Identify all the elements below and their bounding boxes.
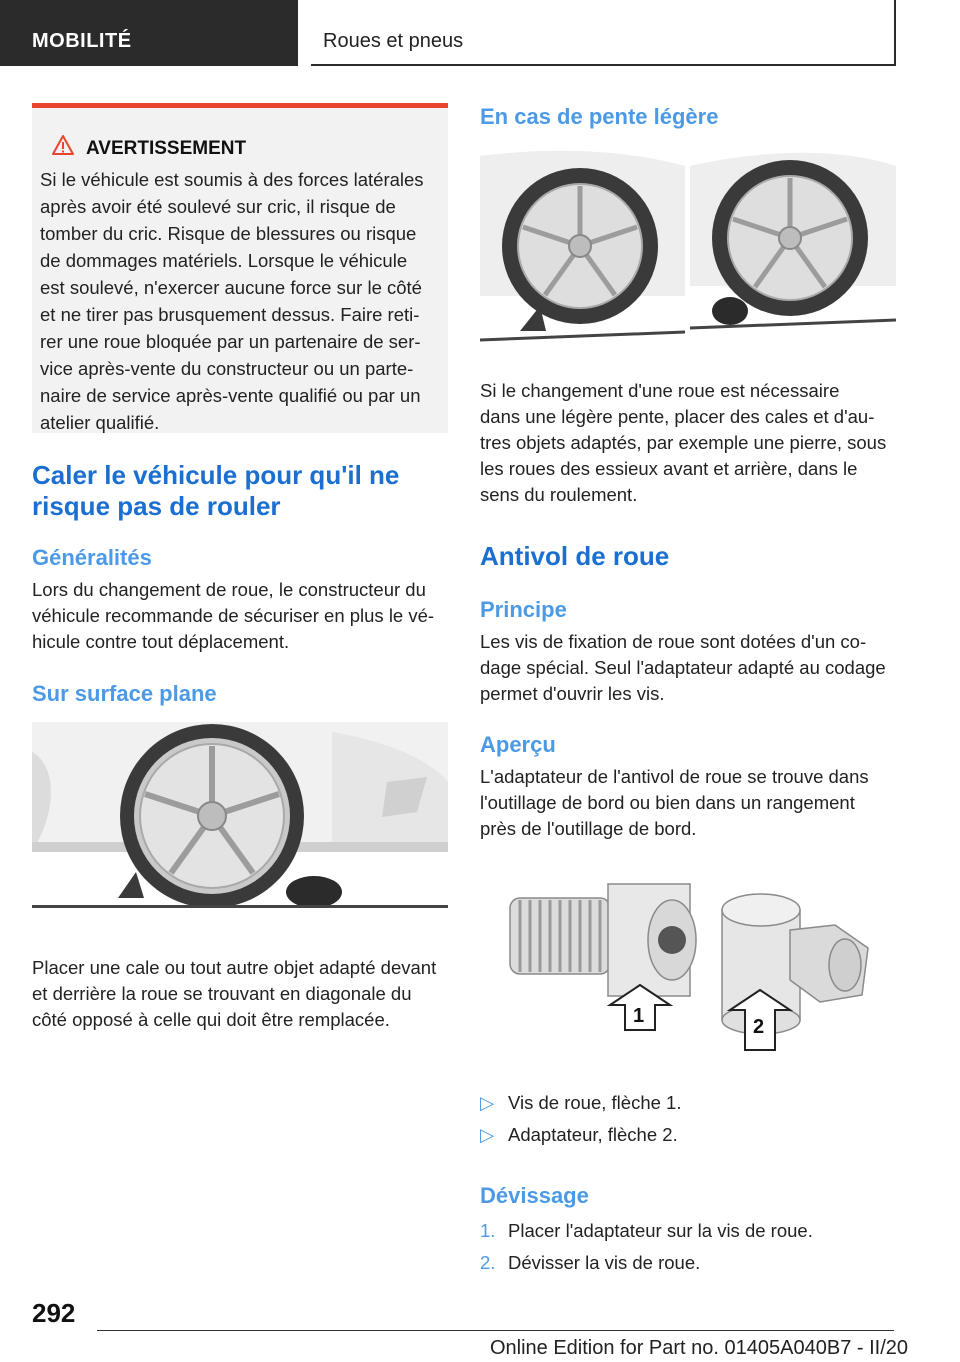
callout-1: 1: [633, 1005, 645, 1027]
text-line: Placer une cale ou tout autre objet adapté devant: [32, 957, 437, 978]
text-line: dage spécial. Seul l'adaptateur adapté au codage: [480, 657, 886, 678]
bullet-list: [480, 1092, 900, 1156]
list-item: [480, 1124, 900, 1156]
section-tab: [0, 0, 298, 66]
heading-line: risque pas de rouler: [32, 491, 281, 521]
step-number: 2.: [480, 1252, 496, 1273]
list-item: [480, 1092, 900, 1124]
list-item-text: Adaptateur, flèche 2.: [508, 1124, 678, 1145]
subheading-slope: En cas de pente légère: [480, 104, 719, 129]
section-heading-antivol: Antivol de roue: [480, 541, 670, 571]
triangle-bullet-icon: ▷: [480, 1124, 495, 1145]
step-text: Dévisser la vis de roue.: [508, 1252, 701, 1273]
text-line: dans une légère pente, placer des cales et d'au-: [480, 406, 875, 427]
warning-line: après avoir été soulevé sur cric, il risque de: [40, 196, 396, 217]
subheading-generalites: Généralités: [32, 545, 152, 570]
triangle-bullet-icon: ▷: [480, 1092, 495, 1113]
text-line: hicule contre tout déplacement.: [32, 631, 290, 652]
text-line: véhicule recommande de sécuriser en plus le vé-: [32, 605, 435, 626]
text-line: Les vis de fixation de roue sont dotées d'un co-: [480, 631, 867, 652]
warning-line: de dommages matériels. Lorsque le véhicule: [40, 250, 408, 271]
apercu-text: [480, 764, 900, 842]
warning-box: [32, 103, 448, 433]
warning-line: naire de service après-vente qualifié ou par un: [40, 385, 421, 406]
text-line: près de l'outillage de bord.: [480, 818, 697, 839]
text-line: l'outillage de bord ou bien dans un rangement: [480, 792, 855, 813]
subheading-flat-surface: Sur surface plane: [32, 681, 217, 706]
warning-line: et ne tirer pas brusquement dessus. Faire reti-: [40, 304, 420, 325]
section-title: MOBILITÉ: [32, 30, 132, 52]
subheading-principe: Principe: [480, 597, 567, 622]
text-line: côté opposé à celle qui doit être remplacée.: [32, 1009, 390, 1030]
footer-edition: Online Edition for Part no. 01405A040B7 - II/20: [489, 1337, 908, 1359]
warning-line: est soulevé, n'exercer aucune force sur le côté: [40, 277, 422, 298]
text-line: sens du roulement.: [480, 484, 638, 505]
text-line: et derrière la roue se trouvant en diagonale du: [32, 983, 412, 1004]
warning-line: Si le véhicule est soumis à des forces latérales: [40, 169, 424, 190]
text-line: tres objets adaptés, par exemple une pierre, sous: [480, 432, 887, 453]
lock-bolt-illustration: [490, 870, 890, 1060]
text-line: L'adaptateur de l'antivol de roue se trouve dans: [480, 766, 869, 787]
slope-wheels-illustration: [480, 146, 896, 344]
warning-triangle-icon: [52, 135, 74, 155]
bolt-and-adaptor-drawing: [490, 870, 890, 1060]
warning-line: rer une roue bloquée par un partenaire de ser-: [40, 331, 421, 352]
section-heading-chock: [32, 460, 448, 522]
warning-title: AVERTISSEMENT: [86, 138, 247, 159]
step-item: [480, 1252, 900, 1284]
steps-list: [480, 1220, 900, 1284]
warning-line: vice après-vente du constructeur ou un parte-: [40, 358, 414, 379]
flat-surface-text: [32, 955, 452, 1033]
slope-text: [480, 378, 900, 508]
list-item-text: Vis de roue, flèche 1.: [508, 1092, 682, 1113]
footer-divider: [97, 1330, 894, 1331]
text-line: permet d'ouvrir les vis.: [480, 683, 665, 704]
callout-2: 2: [753, 1016, 765, 1038]
generalites-text: [32, 577, 448, 655]
subheading-apercu: Aperçu: [480, 732, 556, 757]
text-line: les roues des essieux avant et arrière, dans le: [480, 458, 858, 479]
flat-surface-wheel-illustration: [32, 722, 448, 910]
heading-line: Caler le véhicule pour qu'il ne: [32, 460, 400, 490]
text-line: Si le changement d'une roue est nécessaire: [480, 380, 840, 401]
warning-text: [40, 166, 442, 436]
subheading-devissage: Dévissage: [480, 1183, 589, 1208]
warning-line: tomber du cric. Risque de blessures ou risque: [40, 223, 417, 244]
chapter-tab: [311, 0, 896, 66]
warning-line: atelier qualifié.: [40, 412, 160, 433]
page-number: 292: [32, 1298, 76, 1328]
step-item: [480, 1220, 900, 1252]
step-text: Placer l'adaptateur sur la vis de roue.: [508, 1220, 813, 1241]
principe-text: [480, 629, 900, 707]
chapter-title: Roues et pneus: [323, 30, 464, 52]
text-line: Lors du changement de roue, le constructeur du: [32, 579, 426, 600]
step-number: 1.: [480, 1220, 496, 1241]
